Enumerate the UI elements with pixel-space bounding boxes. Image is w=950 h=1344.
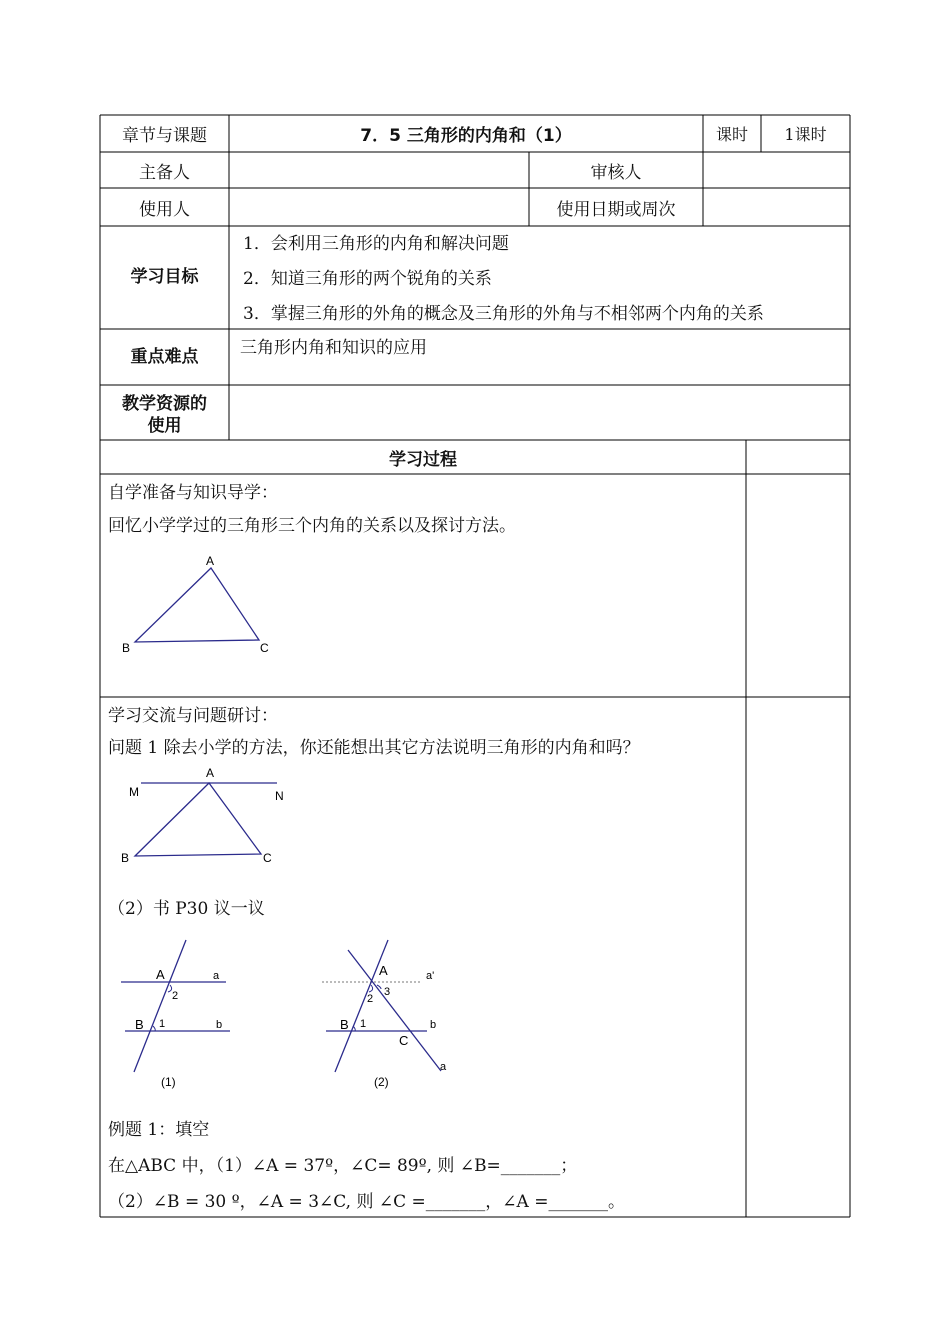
point-label-b: B xyxy=(340,1017,349,1032)
vertex-label-a: A xyxy=(206,766,215,780)
prep-heading: 自学准备与知识导学： xyxy=(108,483,278,503)
resources-label-line1: 教学资源的 xyxy=(122,394,207,414)
date-label: 使用日期或周次 xyxy=(556,199,676,220)
key-points-label: 重点难点 xyxy=(130,346,199,367)
lesson-title: 7．5 三角形的内角和（1） xyxy=(360,126,572,146)
vertex-label-b: B xyxy=(121,851,130,865)
vertex-label-c: C xyxy=(260,641,269,655)
objective-item: 1．会利用三角形的内角和解决问题 xyxy=(243,234,509,254)
transversal-ab xyxy=(335,940,391,1072)
point-label-m: M xyxy=(129,785,139,799)
parallel-figure-1 xyxy=(110,935,250,1095)
angle-label-2: 2 xyxy=(172,990,179,1002)
objective-item: 2．知道三角形的两个锐角的关系 xyxy=(243,269,492,289)
point-label-a: A xyxy=(379,963,388,978)
line-label-b: b xyxy=(216,1019,223,1031)
angle-mark-1 xyxy=(353,1026,355,1031)
objective-item: 3．掌握三角形的外角的概念及三角形的外角与不相邻两个内角的关系 xyxy=(243,304,764,324)
line-label-a: a xyxy=(440,1061,447,1073)
triangle-abc xyxy=(135,783,261,856)
figure-caption-2: (2) xyxy=(374,1075,389,1089)
angle-label-1: 1 xyxy=(360,1018,367,1030)
transversal-ac xyxy=(348,950,441,1071)
line-label-a: a xyxy=(213,970,220,982)
vertex-label-b: B xyxy=(122,641,131,655)
triangle-abc xyxy=(135,568,259,642)
prep-text: 回忆小学学过的三角形三个内角的关系以及探讨方法。 xyxy=(108,516,516,536)
point-label-a: A xyxy=(156,967,165,982)
key-points-text: 三角形内角和知识的应用 xyxy=(240,338,427,358)
user-label: 使用人 xyxy=(139,199,190,220)
transversal xyxy=(134,940,186,1072)
figure-caption-1: (1) xyxy=(161,1075,176,1089)
period-value: 1课时 xyxy=(784,125,827,144)
point-label-c: C xyxy=(399,1033,409,1048)
angle-label-3: 3 xyxy=(384,986,391,998)
angle-label-1: 1 xyxy=(159,1018,166,1030)
angle-label-2: 2 xyxy=(367,993,374,1005)
point-label-b: B xyxy=(135,1017,144,1032)
example-line-1: 在△ABC 中，（1）∠A = 37º，∠C= 89º, 则 ∠B=_______； xyxy=(108,1156,578,1176)
line-label-a-prime: a' xyxy=(426,970,435,982)
preparer-label: 主备人 xyxy=(139,162,190,183)
chapter-label: 章节与课题 xyxy=(122,126,207,146)
question-1: 问题 1 除去小学的方法，你还能想出其它方法说明三角形的内角和吗？ xyxy=(108,738,640,758)
angle-mark-1 xyxy=(153,1026,155,1031)
book-reference: （2）书 P30 议一议 xyxy=(108,899,265,919)
example-heading: 例题 1：填空 xyxy=(108,1120,210,1140)
example-line-2: （2）∠B = 30 º，∠A = 3∠C, 则 ∠C =_______，∠A =_______。 xyxy=(108,1192,625,1212)
exchange-heading: 学习交流与问题研讨： xyxy=(108,706,278,726)
vertex-label-c: C xyxy=(263,851,272,865)
process-title: 学习过程 xyxy=(389,449,457,470)
parallel-figure-2 xyxy=(315,935,465,1095)
resources-label-line2: 使用 xyxy=(147,416,182,436)
line-label-b: b xyxy=(430,1019,437,1031)
reviewer-label: 审核人 xyxy=(590,162,642,183)
objectives-label: 学习目标 xyxy=(130,267,199,287)
period-label: 课时 xyxy=(715,125,748,144)
point-label-n: N xyxy=(275,789,284,803)
triangle-figure-2 xyxy=(115,762,305,872)
triangle-figure-1 xyxy=(110,550,310,660)
vertex-label-a: A xyxy=(206,554,215,568)
